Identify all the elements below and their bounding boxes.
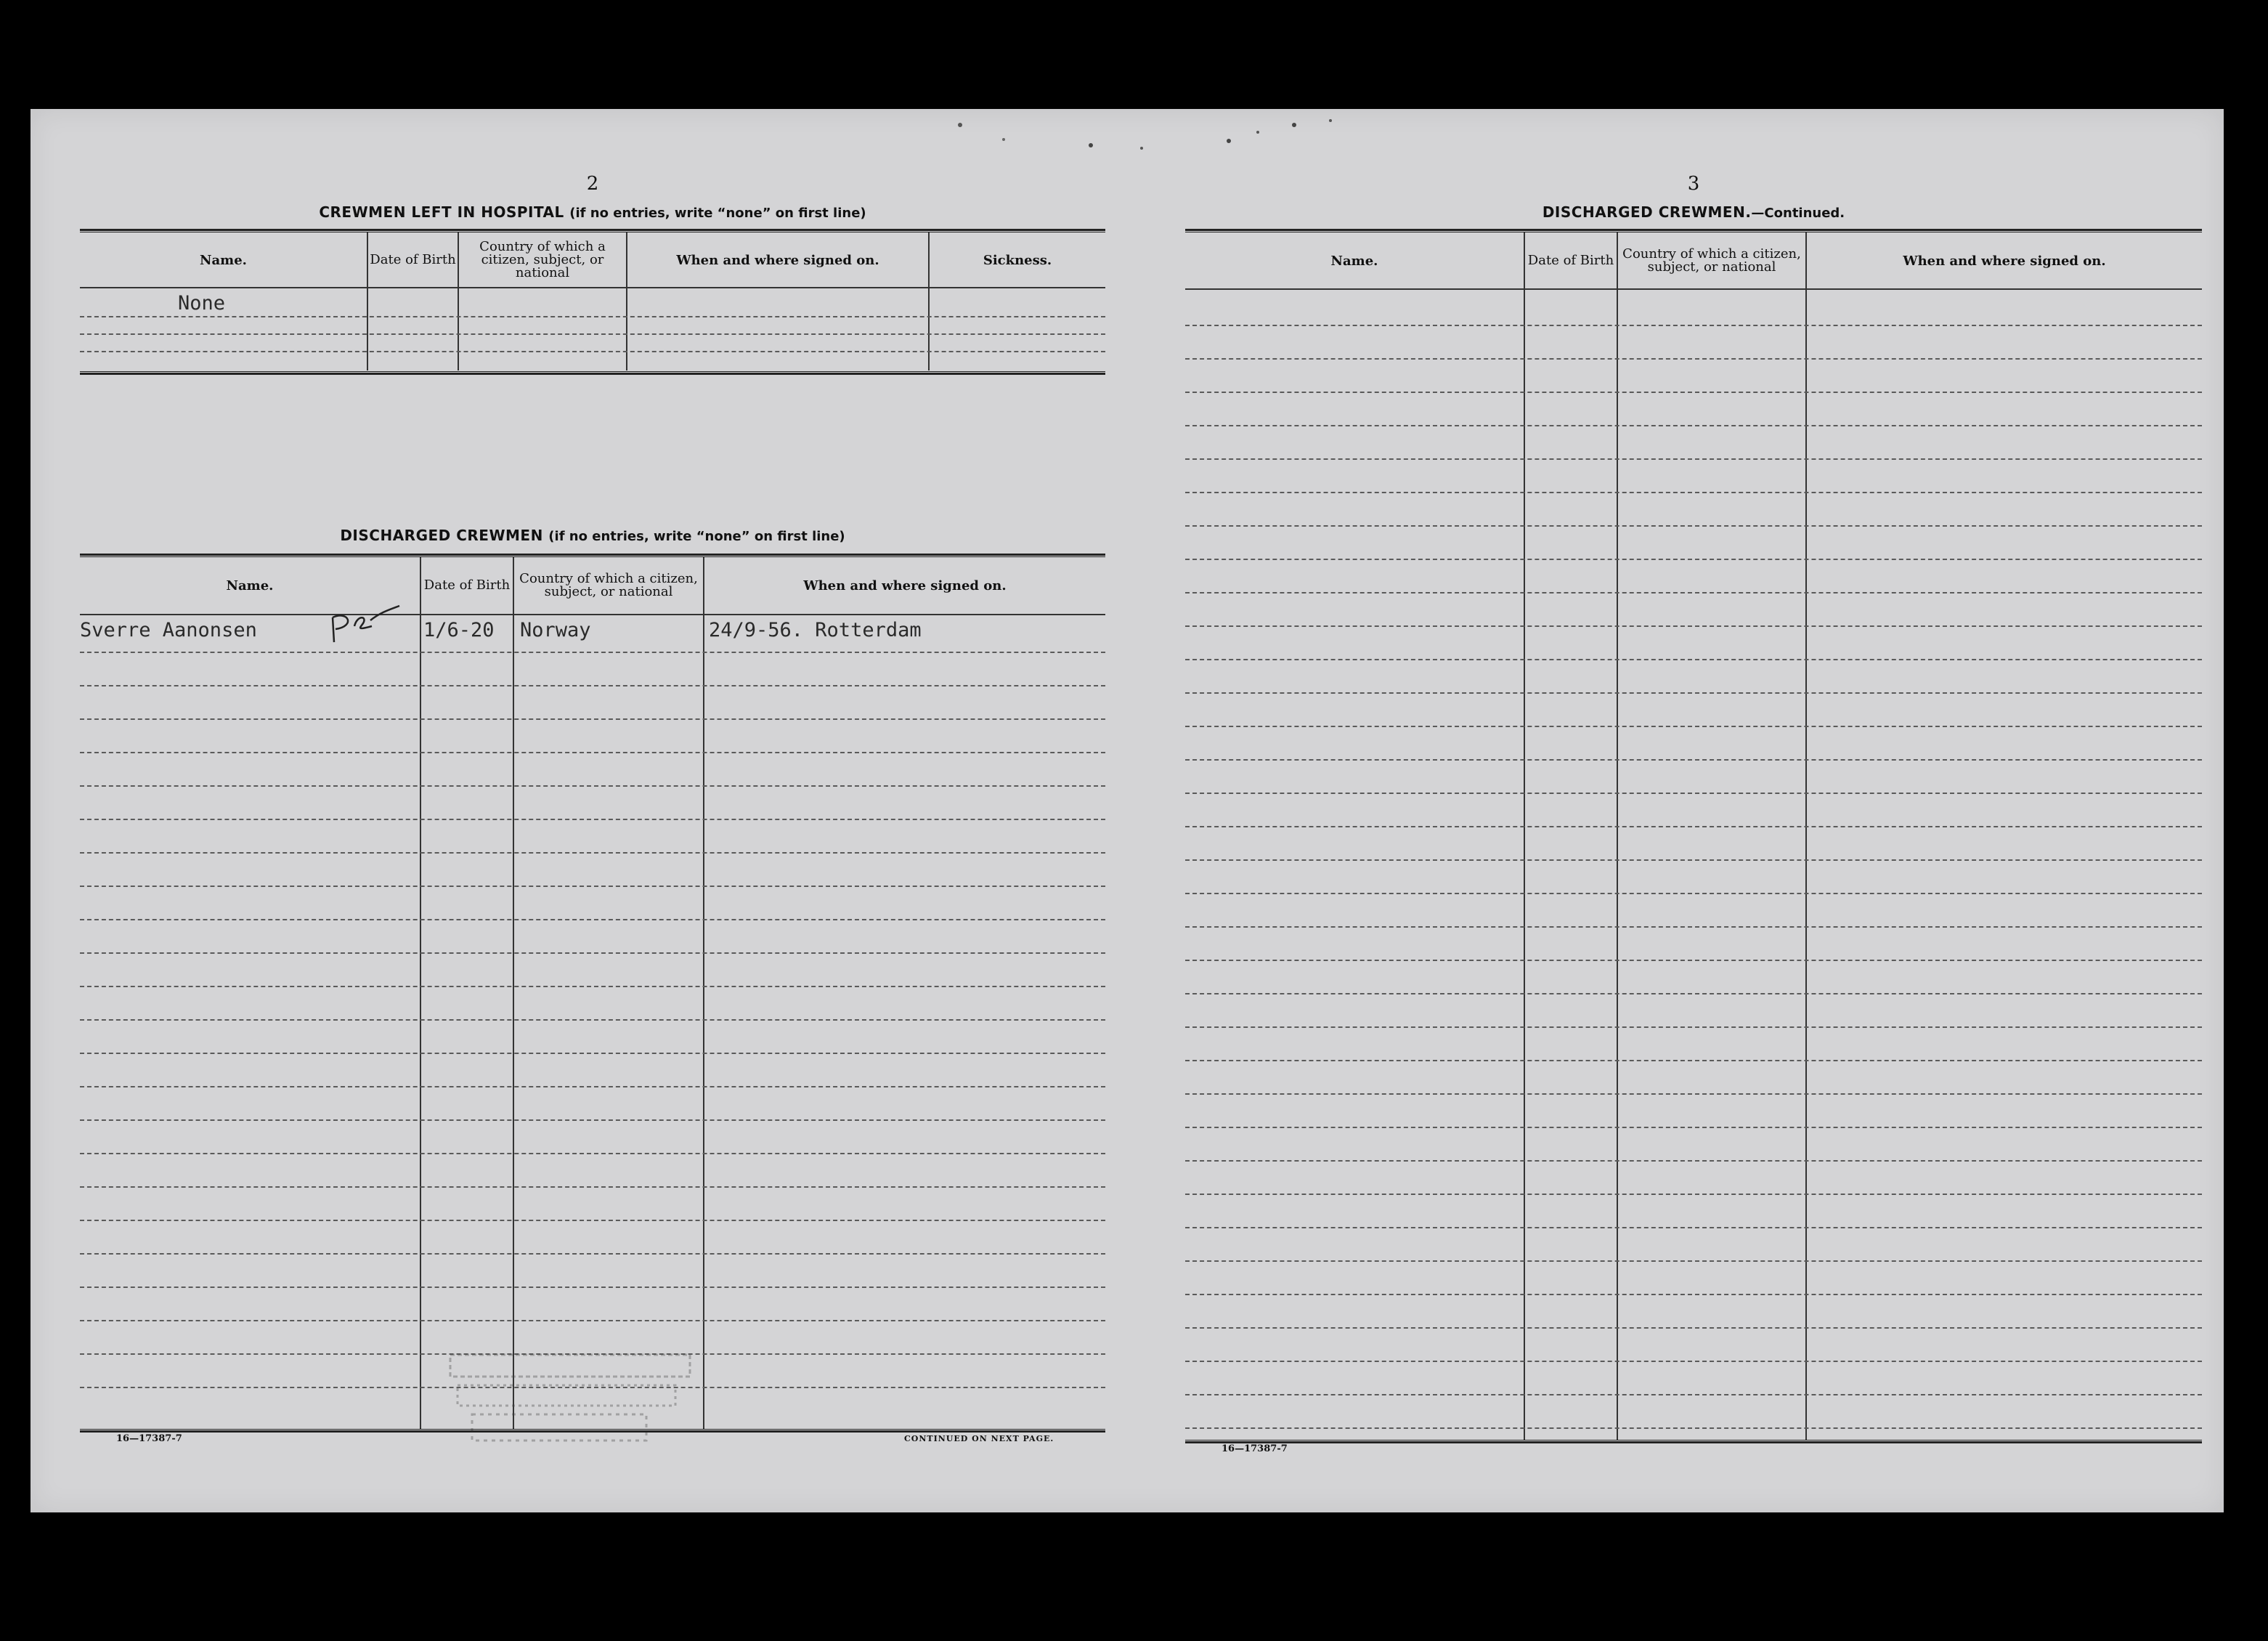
table-row — [80, 333, 1105, 335]
col-country-header: Country of which a citizen, subject, or national — [479, 239, 606, 280]
table-row — [80, 819, 1105, 820]
table-row — [1185, 1227, 2202, 1228]
table-row — [1185, 425, 2202, 426]
col-sickness-header: Sickness. — [983, 252, 1052, 268]
table-row — [1185, 893, 2202, 894]
table-row — [80, 1320, 1105, 1321]
crewman-dob: 1/6-20 — [423, 619, 495, 641]
handwritten-initials — [327, 604, 407, 648]
hospital-table — [80, 229, 1105, 378]
col-dob-header: Date of Birth — [423, 578, 511, 593]
table-row — [1185, 492, 2202, 493]
col-country-header: Country of which a citizen, subject, or national — [1622, 246, 1801, 275]
crewman-signed-on: 24/9-56. Rotterdam — [709, 619, 922, 641]
continued-suffix: —Continued. — [1751, 206, 1845, 221]
col-dob-header: Date of Birth — [370, 252, 456, 267]
discharged-subtitle: (if no entries, write “none” on first line) — [548, 529, 845, 544]
table-row — [1185, 692, 2202, 694]
table-row — [1185, 1260, 2202, 1262]
hospital-section-title — [80, 203, 1105, 221]
table-row — [80, 886, 1105, 887]
table-row — [1185, 592, 2202, 593]
document-sheet — [31, 109, 2224, 1512]
page-3 — [1185, 109, 2202, 1512]
scan-specks — [953, 110, 1359, 161]
table-row — [80, 718, 1105, 720]
table-row — [1185, 759, 2202, 761]
col-country-header: Country of which a citizen, subject, or national — [519, 571, 698, 599]
crewman-name: Sverre Aanonsen — [80, 619, 257, 641]
table-row — [1185, 960, 2202, 961]
table-row — [1185, 1294, 2202, 1295]
hospital-title: CREWMEN LEFT IN HOSPITAL — [319, 203, 564, 221]
table-row — [80, 986, 1105, 987]
hospital-subtitle: (if no entries, write “none” on first line) — [569, 206, 866, 221]
table-row — [80, 1153, 1105, 1154]
page-number: 2 — [586, 173, 599, 195]
table-row — [1185, 726, 2202, 727]
hospital-entry-name: None — [178, 292, 226, 315]
table-row — [1185, 1060, 2202, 1061]
table-row — [1185, 1327, 2202, 1329]
col-signed-on-header: When and where signed on. — [803, 578, 1007, 593]
table-row — [80, 1186, 1105, 1188]
table-row — [80, 852, 1105, 854]
table-row — [1185, 1427, 2202, 1429]
table-row — [80, 685, 1105, 686]
table-row — [80, 752, 1105, 753]
table-row — [80, 316, 1105, 317]
table-row — [80, 785, 1105, 787]
table-row — [1185, 358, 2202, 360]
discharged-section-title — [80, 527, 1105, 544]
table-row — [1185, 1160, 2202, 1162]
continued-note: CONTINUED ON NEXT PAGE. — [904, 1434, 1054, 1443]
table-row — [1185, 993, 2202, 994]
discharged-title: DISCHARGED CREWMEN — [340, 527, 543, 544]
col-name-header: Name. — [1330, 253, 1378, 269]
col-signed-on-header: When and where signed on. — [1903, 253, 2106, 269]
discharged-table — [80, 554, 1105, 1434]
table-row — [80, 1019, 1105, 1021]
col-dob-header: Date of Birth — [1527, 253, 1614, 268]
table-row — [1185, 325, 2202, 326]
table-row — [1185, 1026, 2202, 1028]
table-row — [1185, 625, 2202, 627]
table-row — [1185, 1093, 2202, 1095]
table-row — [1185, 1194, 2202, 1195]
table-row — [1185, 1127, 2202, 1128]
table-row — [1185, 793, 2202, 794]
discharged-continued-title — [1185, 203, 2202, 221]
table-row — [1185, 525, 2202, 527]
faded-stamp — [443, 1349, 704, 1451]
table-row — [1185, 1394, 2202, 1395]
col-signed-on-header: When and where signed on. — [676, 252, 879, 268]
discharged-continued-table — [1185, 229, 2202, 1445]
table-row — [1185, 458, 2202, 460]
table-row — [1185, 826, 2202, 827]
table-row — [80, 1253, 1105, 1255]
crewman-country: Norway — [520, 619, 591, 641]
table-row — [1185, 659, 2202, 660]
table-row — [80, 1287, 1105, 1288]
table-row — [80, 952, 1105, 954]
table-row — [80, 1053, 1105, 1054]
table-row — [80, 351, 1105, 352]
table-row — [1185, 392, 2202, 393]
page-2 — [80, 109, 1105, 1512]
col-name-header: Name. — [200, 252, 247, 268]
table-row — [80, 1220, 1105, 1221]
page-number: 3 — [1687, 173, 1700, 195]
form-code: 16—17387-7 — [116, 1433, 182, 1444]
table-row — [1185, 1361, 2202, 1362]
table-row — [1185, 926, 2202, 928]
table-row — [80, 919, 1105, 920]
table-row — [1185, 559, 2202, 560]
form-code: 16—17387-7 — [1222, 1443, 1288, 1454]
discharged-title: DISCHARGED CREWMEN. — [1542, 203, 1752, 221]
table-row — [80, 1119, 1105, 1121]
table-row — [80, 652, 1105, 653]
table-row — [1185, 859, 2202, 861]
table-row — [80, 1086, 1105, 1087]
col-name-header: Name. — [226, 578, 274, 593]
